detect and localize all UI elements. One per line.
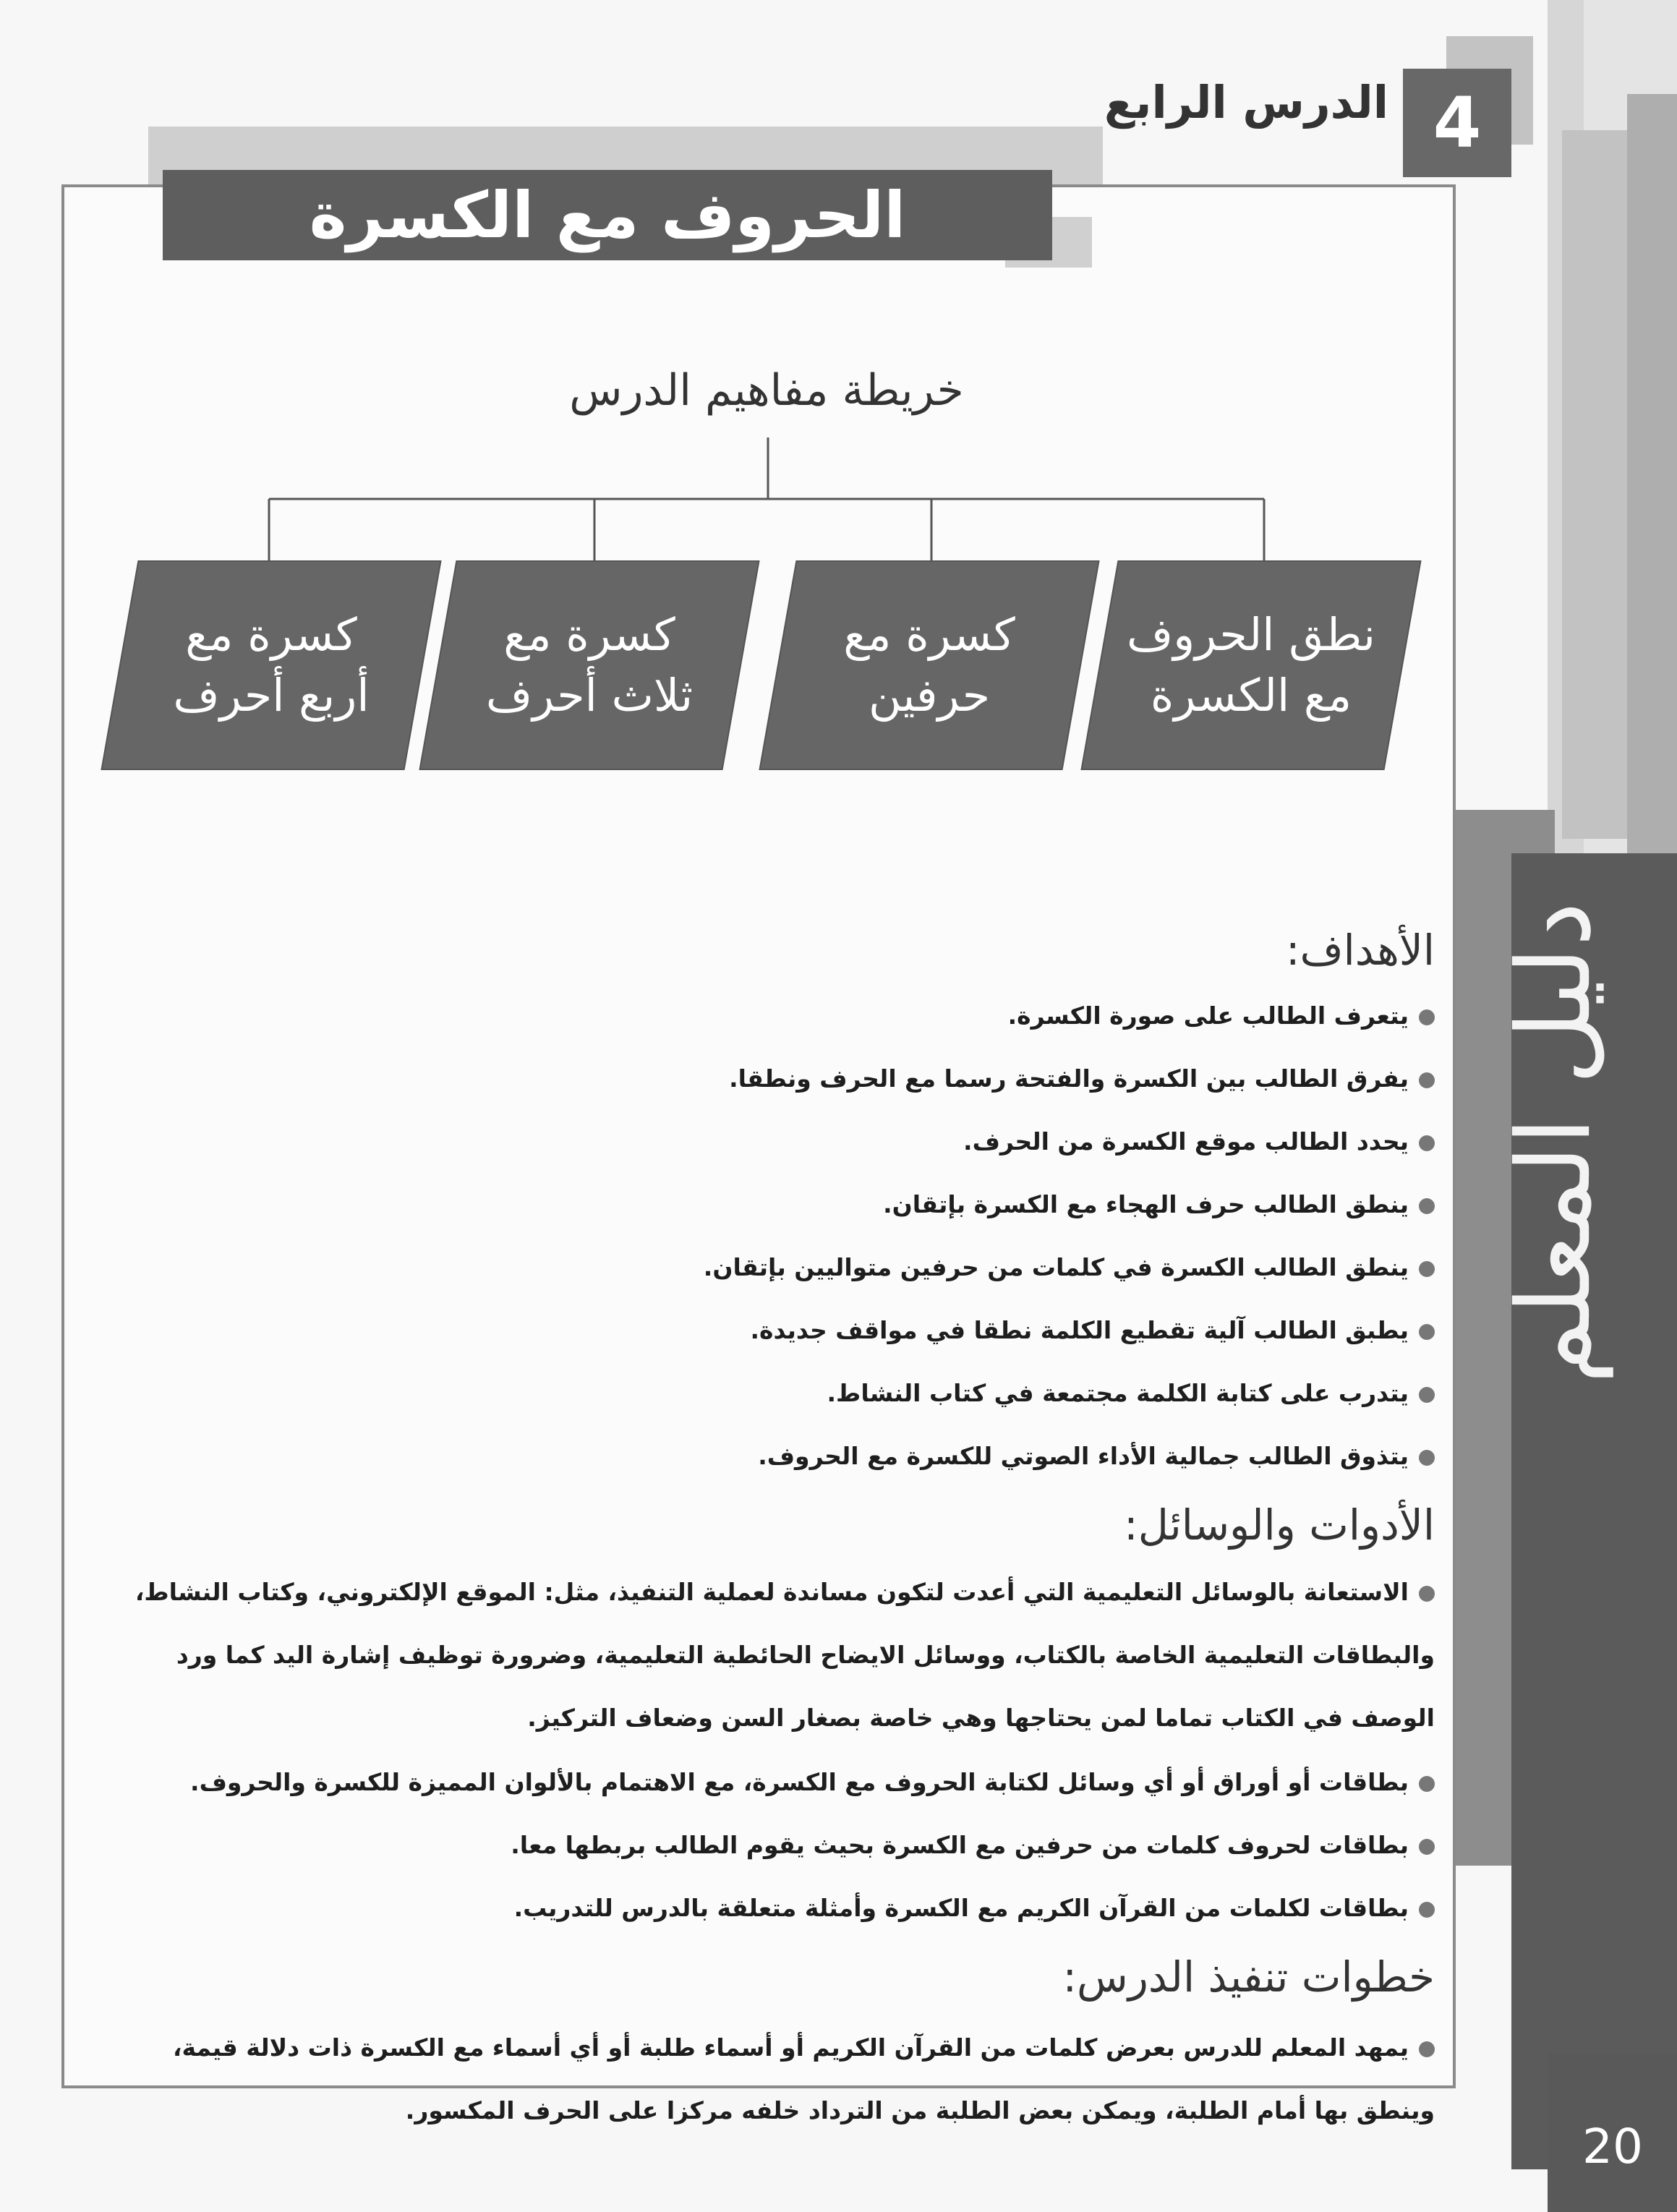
bullet-icon: [1419, 1586, 1435, 1602]
list-item: [1008, 1002, 1435, 1030]
list-item-text: بطاقات لكلمات من القرآن الكريم مع الكسرة وأمثلة متعلقة بالدرس للتدريب.: [513, 1894, 1409, 1922]
list-item: [750, 1316, 1435, 1344]
concept-box-3: [438, 560, 741, 770]
list-item-text: يتدرب على كتابة الكلمة مجتمعة في كتاب النشاط.: [827, 1379, 1409, 1407]
concept-box-1: [1099, 560, 1403, 770]
list-item-text: ينطق الطالب حرف الهجاء مع الكسرة بإتقان.: [883, 1190, 1409, 1218]
list-item: [104, 2016, 1435, 2142]
bullet-icon: [1419, 1072, 1435, 1088]
list-item-text: يحدد الطالب موقع الكسرة من الحرف.: [963, 1127, 1409, 1156]
objectives-list: [133, 1002, 1435, 1493]
bullet-icon: [1419, 1009, 1435, 1025]
list-item: [963, 1127, 1435, 1156]
tools-heading: الأدوات والوسائل:: [1124, 1500, 1435, 1550]
steps-list: [104, 2032, 1435, 2177]
list-item-text: يتعرف الطالب على صورة الكسرة.: [1007, 1002, 1409, 1030]
list-item: [883, 1190, 1435, 1218]
bullet-icon: [1419, 1450, 1435, 1466]
lesson-title: الحروف مع الكسرة: [309, 178, 906, 252]
list-item-text: يمهد المعلم للدرس بعرض كلمات من القرآن الكريم أو أسماء طلبة أو أي أسماء مع الكسرة ذات دلالة قيمة، وينطق بها أمام الطلبة، ويمكن بعض الطلبة من الترداد خلفه مركزا على الحرف المكسور.: [172, 2033, 1435, 2125]
list-item: [704, 1253, 1435, 1281]
list-item: [758, 1442, 1435, 1470]
bullet-icon: [1419, 1839, 1435, 1855]
concept-box-label: كسرة مع حرفين: [843, 608, 1015, 722]
list-item: [190, 1768, 1435, 1796]
concept-box-2: [777, 560, 1081, 770]
list-item: [511, 1831, 1435, 1859]
steps-heading: خطوات تنفيذ الدرس:: [1062, 1952, 1435, 2002]
list-item-text: ينطق الطالب الكسرة في كلمات من حرفين متواليين بإتقان.: [703, 1253, 1409, 1281]
bullet-icon: [1419, 2041, 1435, 2057]
list-item-text: الاستعانة بالوسائل التعليمية التي أعدت لتكون مساندة لعملية التنفيذ، مثل: الموقع الإلكتروني، وكتاب النشاط، والبطاقات التعليمية الخاصة بالكتاب، ووسائل الايضاح الحائطية التعليمية، وضرورة توظيف إشارة اليد كما ورد الوصف في الكتاب تماما لمن يحتاجها وهي خاصة بصغار السن وضعاف التركيز.: [135, 1578, 1435, 1732]
bullet-icon: [1419, 1198, 1435, 1214]
lesson-number: 4: [1433, 82, 1482, 163]
list-item: [729, 1064, 1435, 1093]
concept-box-label: كسرة مع ثلاث أحرف: [485, 608, 694, 722]
concept-box-4: [119, 560, 423, 770]
tools-list: [104, 1576, 1435, 1938]
list-item: [514, 1894, 1435, 1922]
bullet-icon: [1419, 1135, 1435, 1151]
page-number: 20: [1582, 2119, 1643, 2174]
list-item: [827, 1379, 1435, 1407]
list-item-text: بطاقات أو أوراق أو أي وسائل لكتابة الحروف مع الكسرة، مع الاهتمام بالألوان المميزة للكسرة والحروف.: [190, 1768, 1409, 1796]
list-item: [104, 1560, 1435, 1749]
concept-map-title: خريطة مفاهيم الدرس: [569, 365, 964, 416]
concept-box-label: نطق الحروف مع الكسرة: [1126, 608, 1376, 722]
bullet-icon: [1419, 1261, 1435, 1277]
objectives-heading: الأهداف:: [1285, 926, 1435, 975]
bullet-icon: [1419, 1776, 1435, 1792]
bullet-icon: [1419, 1902, 1435, 1918]
bullet-icon: [1419, 1387, 1435, 1403]
side-title-text: دليل المعلم: [1495, 901, 1614, 1384]
list-item-text: بطاقات لحروف كلمات من حرفين مع الكسرة بحيث يقوم الطالب بربطها معا.: [511, 1831, 1409, 1859]
list-item-text: يتذوق الطالب جمالية الأداء الصوتي للكسرة مع الحروف.: [758, 1442, 1409, 1470]
lesson-label: الدرس الرابع: [1104, 76, 1388, 129]
list-item-text: يطبق الطالب آلية تقطيع الكلمة نطقا في مواقف جديدة.: [750, 1316, 1409, 1344]
bullet-icon: [1419, 1324, 1435, 1340]
concept-box-label: كسرة مع أربع أحرف: [173, 608, 370, 722]
list-item-text: يفرق الطالب بين الكسرة والفتحة رسما مع الحرف ونطقا.: [729, 1064, 1409, 1093]
